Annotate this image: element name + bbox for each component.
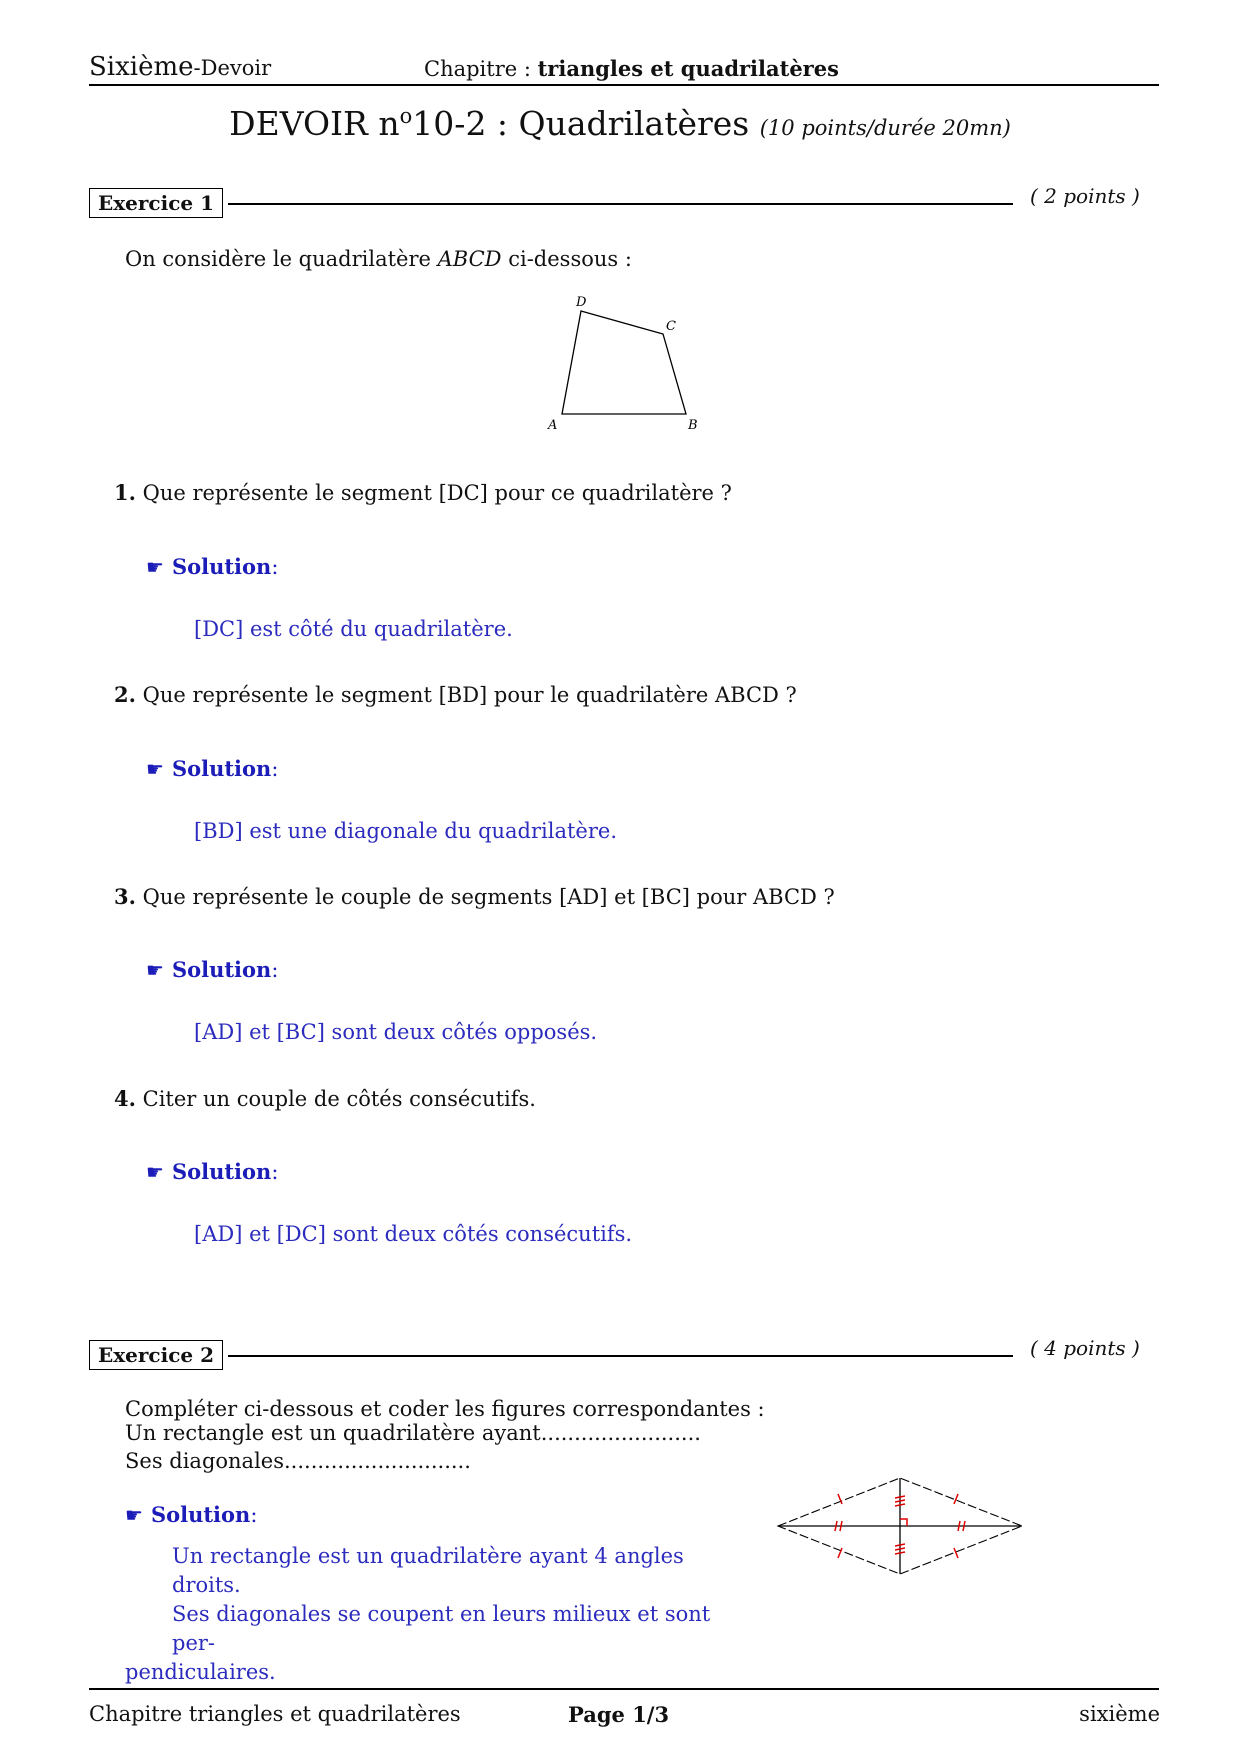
page-title: DEVOIR $n^o10-2$ : Quadrilatères (10 points/durée 20mn) [229,104,1011,143]
solution-2-label: ☛ Solution: [146,756,279,781]
footer-level: sixième [1079,1702,1160,1726]
footer-rule [89,1688,1159,1690]
exercise-2-line-3: Ses diagonales............................ [125,1449,471,1473]
question-1: 1. Que représente le segment [DC] pour ce quadrilatère ? [114,480,732,505]
exercise-1-intro: On considère le quadrilatère ABCD ci-dessous : [125,247,632,271]
header-rule [89,84,1159,86]
solution-4-label: ☛ Solution: [146,1159,279,1184]
exercise-2-label: Exercice 2 [89,1340,223,1370]
header-level: Sixième-Devoir [89,52,272,82]
rectangle-diagonals-figure [770,1470,1030,1580]
exercise-2-answer-line-2: Ses diagonales se coupent en leurs milieux et sont per- [172,1602,711,1655]
footer-chapter: Chapitre triangles et quadrilatères [89,1702,461,1726]
exercise-2-answer-line-1: Un rectangle est un quadrilatère ayant 4 angles droits. [172,1544,684,1597]
exercise-2-line-2: Un rectangle est un quadrilatère ayant........................ [125,1421,701,1445]
exercise-2-points: ( 4 points ) [1030,1336,1140,1360]
answer-4: [AD] et [DC] sont deux côtés consécutifs. [194,1222,633,1246]
answer-1: [DC] est côté du quadrilatère. [194,617,513,641]
exercise-1-label: Exercice 1 [89,188,223,218]
pointing-hand-icon: ☛ [146,555,164,579]
exercise-2-solution-label: ☛ Solution: [125,1502,258,1527]
pointing-hand-icon: ☛ [146,1160,164,1184]
solution-1-label: ☛ Solution: [146,554,279,579]
header-chapter: Chapitre : triangles et quadrilatères [424,56,839,81]
question-3: 3. Que représente le couple de segments [AD] et [BC] pour ABCD ? [114,884,835,909]
pointing-hand-icon: ☛ [146,958,164,982]
solution-3-label: ☛ Solution: [146,957,279,982]
answer-3: [AD] et [BC] sont deux côtés opposés. [194,1020,598,1044]
question-4: 4. Citer un couple de côtés consécutifs. [114,1086,536,1111]
vertex-label-b: B [688,418,698,433]
vertex-label-a: A [548,418,558,433]
exercise-2-text [125,1397,765,1473]
exercise-2-answer [125,1542,735,1687]
exercise-2-rule [228,1355,1013,1357]
vertex-label-c: C [666,319,676,334]
footer-page-number: Page 1/3 [568,1702,670,1727]
exercise-1-points: ( 2 points ) [1030,184,1140,208]
pointing-hand-icon: ☛ [125,1503,143,1527]
exercise-2-answer-line-3: pendiculaires. [125,1660,276,1684]
question-2: 2. Que représente le segment [BD] pour le quadrilatère ABCD ? [114,682,797,707]
exercise-1-rule [228,203,1013,205]
pointing-hand-icon: ☛ [146,757,164,781]
exercise-2-line-1: Compléter ci-dessous et coder les figures correspondantes : [125,1397,765,1421]
answer-2: [BD] est une diagonale du quadrilatère. [194,819,618,843]
quadrilateral-abcd-figure [540,292,710,437]
vertex-label-d: D [576,295,587,310]
